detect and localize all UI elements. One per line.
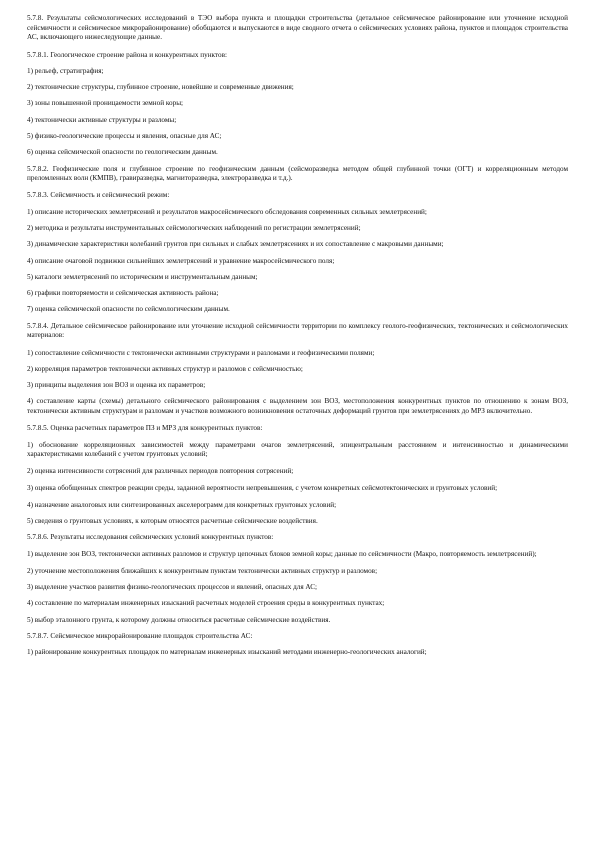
list-item: 3) оценка обобщенных спектров реакции среды, заданной вероятности непревышения, с учетом конкретных сейсмотектонических и грунтовых условий; xyxy=(27,483,498,492)
list-item: 6) оценка сейсмической опасности по геологическим данным. xyxy=(27,148,218,157)
list-item: 1) выделение зон ВОЗ, тектонически активных разломов и структур цепочных блоков земной коры; данные по сейсмичности (Макро, повторяемость землетрясений); xyxy=(27,549,537,558)
paragraph-5-7-8-4: 5.7.8.4. Детальное сейсмическое районирование или уточнение исходной сейсмичности территории по комплексу геолого-геофизических, тектонических и сейсмологических материалов: xyxy=(27,321,568,340)
heading-5-7-8-7: 5.7.8.7. Сейсмическое микрорайонирование площадок строительства АС: xyxy=(27,631,253,640)
list-item: 2) методика и результаты инструментальных сейсмологических наблюдений по регистрации землетрясений; xyxy=(27,223,361,232)
list-item: 1) описание исторических землетрясений и результатов макросейсмического обследования современных сильных землетрясений; xyxy=(27,207,427,216)
list-item: 2) корреляция параметров тектонически активных структур и разломов с сейсмичностью; xyxy=(27,364,303,373)
list-item: 3) принципы выделения зон ВОЗ и оценка их параметров; xyxy=(27,381,206,390)
paragraph-5-7-8-2: 5.7.8.2. Геофизические поля и глубинное строение по геофизическим данным (сейсморазведка методом общей глубинной точки (ОГТ) и корреляционным методом преломленных волн (КМПВ), гравиразведка, магниторазведка, электроразведка и т.д.). xyxy=(27,164,568,183)
list-item: 5) каталоги землетрясений по историческим и инструментальным данным; xyxy=(27,272,258,281)
list-item: 5) сведения о грунтовых условиях, к которым относятся расчетные сейсмические воздействия. xyxy=(27,517,318,526)
list-item: 3) зоны повышенной проницаемости земной коры; xyxy=(27,99,184,108)
list-item: 4) назначение аналоговых или синтезированных акселерограмм для конкретных грунтовых условий; xyxy=(27,500,337,509)
list-item: 7) оценка сейсмической опасности по сейсмологическим данным. xyxy=(27,305,230,314)
list-item: 2) оценка интенсивности сотрясений для различных периодов повторения сотрясений; xyxy=(27,467,294,476)
heading-5-7-8-5: 5.7.8.5. Оценка расчетных параметров ПЗ и МРЗ для конкурентных пунктов: xyxy=(27,424,263,433)
paragraph-5-7-8: 5.7.8. Результаты сейсмологических исследований в ТЭО выбора пункта и площадки строительства (детальное сейсмическое районирование или уточнение исходной сейсмичности и сейсмическое микрорайонирование) обобщаются и выпускаются в виде сводного отчета о сейсмических условиях района, пунктов и площадок строительства АС, включающего нижеследующие данные. xyxy=(27,14,568,42)
list-item: 4) тектонически активные структуры и разломы; xyxy=(27,115,177,124)
list-item: 5) физико-геологические процессы и явления, опасные для АС; xyxy=(27,131,222,140)
list-item: 3) динамические характеристики колебаний грунтов при сильных и слабых землетрясениях и их сопоставление с макровыми данными; xyxy=(27,240,444,249)
list-item: 2) тектонические структуры, глубинное строение, новейшие и современные движения; xyxy=(27,83,294,92)
list-item: 1) рельеф, стратиграфия; xyxy=(27,66,104,75)
list-item: 4) описание очаговой подвижки сильнейших землетрясений и уравнение макросейсмического поля; xyxy=(27,256,335,265)
list-item: 4) составление по материалам инженерных изысканий расчетных моделей строения среды в конкурентных пунктах; xyxy=(27,599,385,608)
list-item: 6) графики повторяемости и сейсмическая активность района; xyxy=(27,289,219,298)
list-item: 1) сопоставление сейсмичности с тектонически активными структурами и разломами и геофизическими полями; xyxy=(27,348,375,357)
list-item: 5) выбор эталонного грунта, к которому должны относиться расчетные сейсмические воздействия. xyxy=(27,615,331,624)
list-item: 3) выделение участков развития физико-геологических процессов и явлений, опасных для АС; xyxy=(27,583,318,591)
list-item: 1) обоснование корреляционных зависимостей между параметрами очагов землетрясений, эпицентральным расстоянием и интенсивностью и динамическими характеристиками колебаний с учетом грунтовых условий; xyxy=(27,440,568,459)
list-item: 1) районирование конкурентных площадок по материалам инженерных изысканий методами инженерно-геологических аналогий; xyxy=(27,648,427,657)
document-page xyxy=(27,14,568,664)
list-item: 4) составление карты (схемы) детального сейсмического районирования с выделением зон ВОЗ, местоположения конкурентных пунктов по отношению к зонам ВОЗ, тектонически активным структурам и разломам и участков возможного возникновения остаточных деформаций грунтов при землетрясениях до МРЗ включительно. xyxy=(27,397,568,416)
heading-5-7-8-3: 5.7.8.3. Сейсмичность и сейсмический режим: xyxy=(27,191,170,200)
heading-5-7-8-1: 5.7.8.1. Геологическое строение района и конкурентных пунктов: xyxy=(27,50,227,59)
list-item: 2) уточнение местоположения ближайших к конкурентным пунктам тектонически активных структур и разломов; xyxy=(27,566,378,575)
heading-5-7-8-6: 5.7.8.6. Результаты исследования сейсмических условий конкурентных пунктов: xyxy=(27,533,274,542)
